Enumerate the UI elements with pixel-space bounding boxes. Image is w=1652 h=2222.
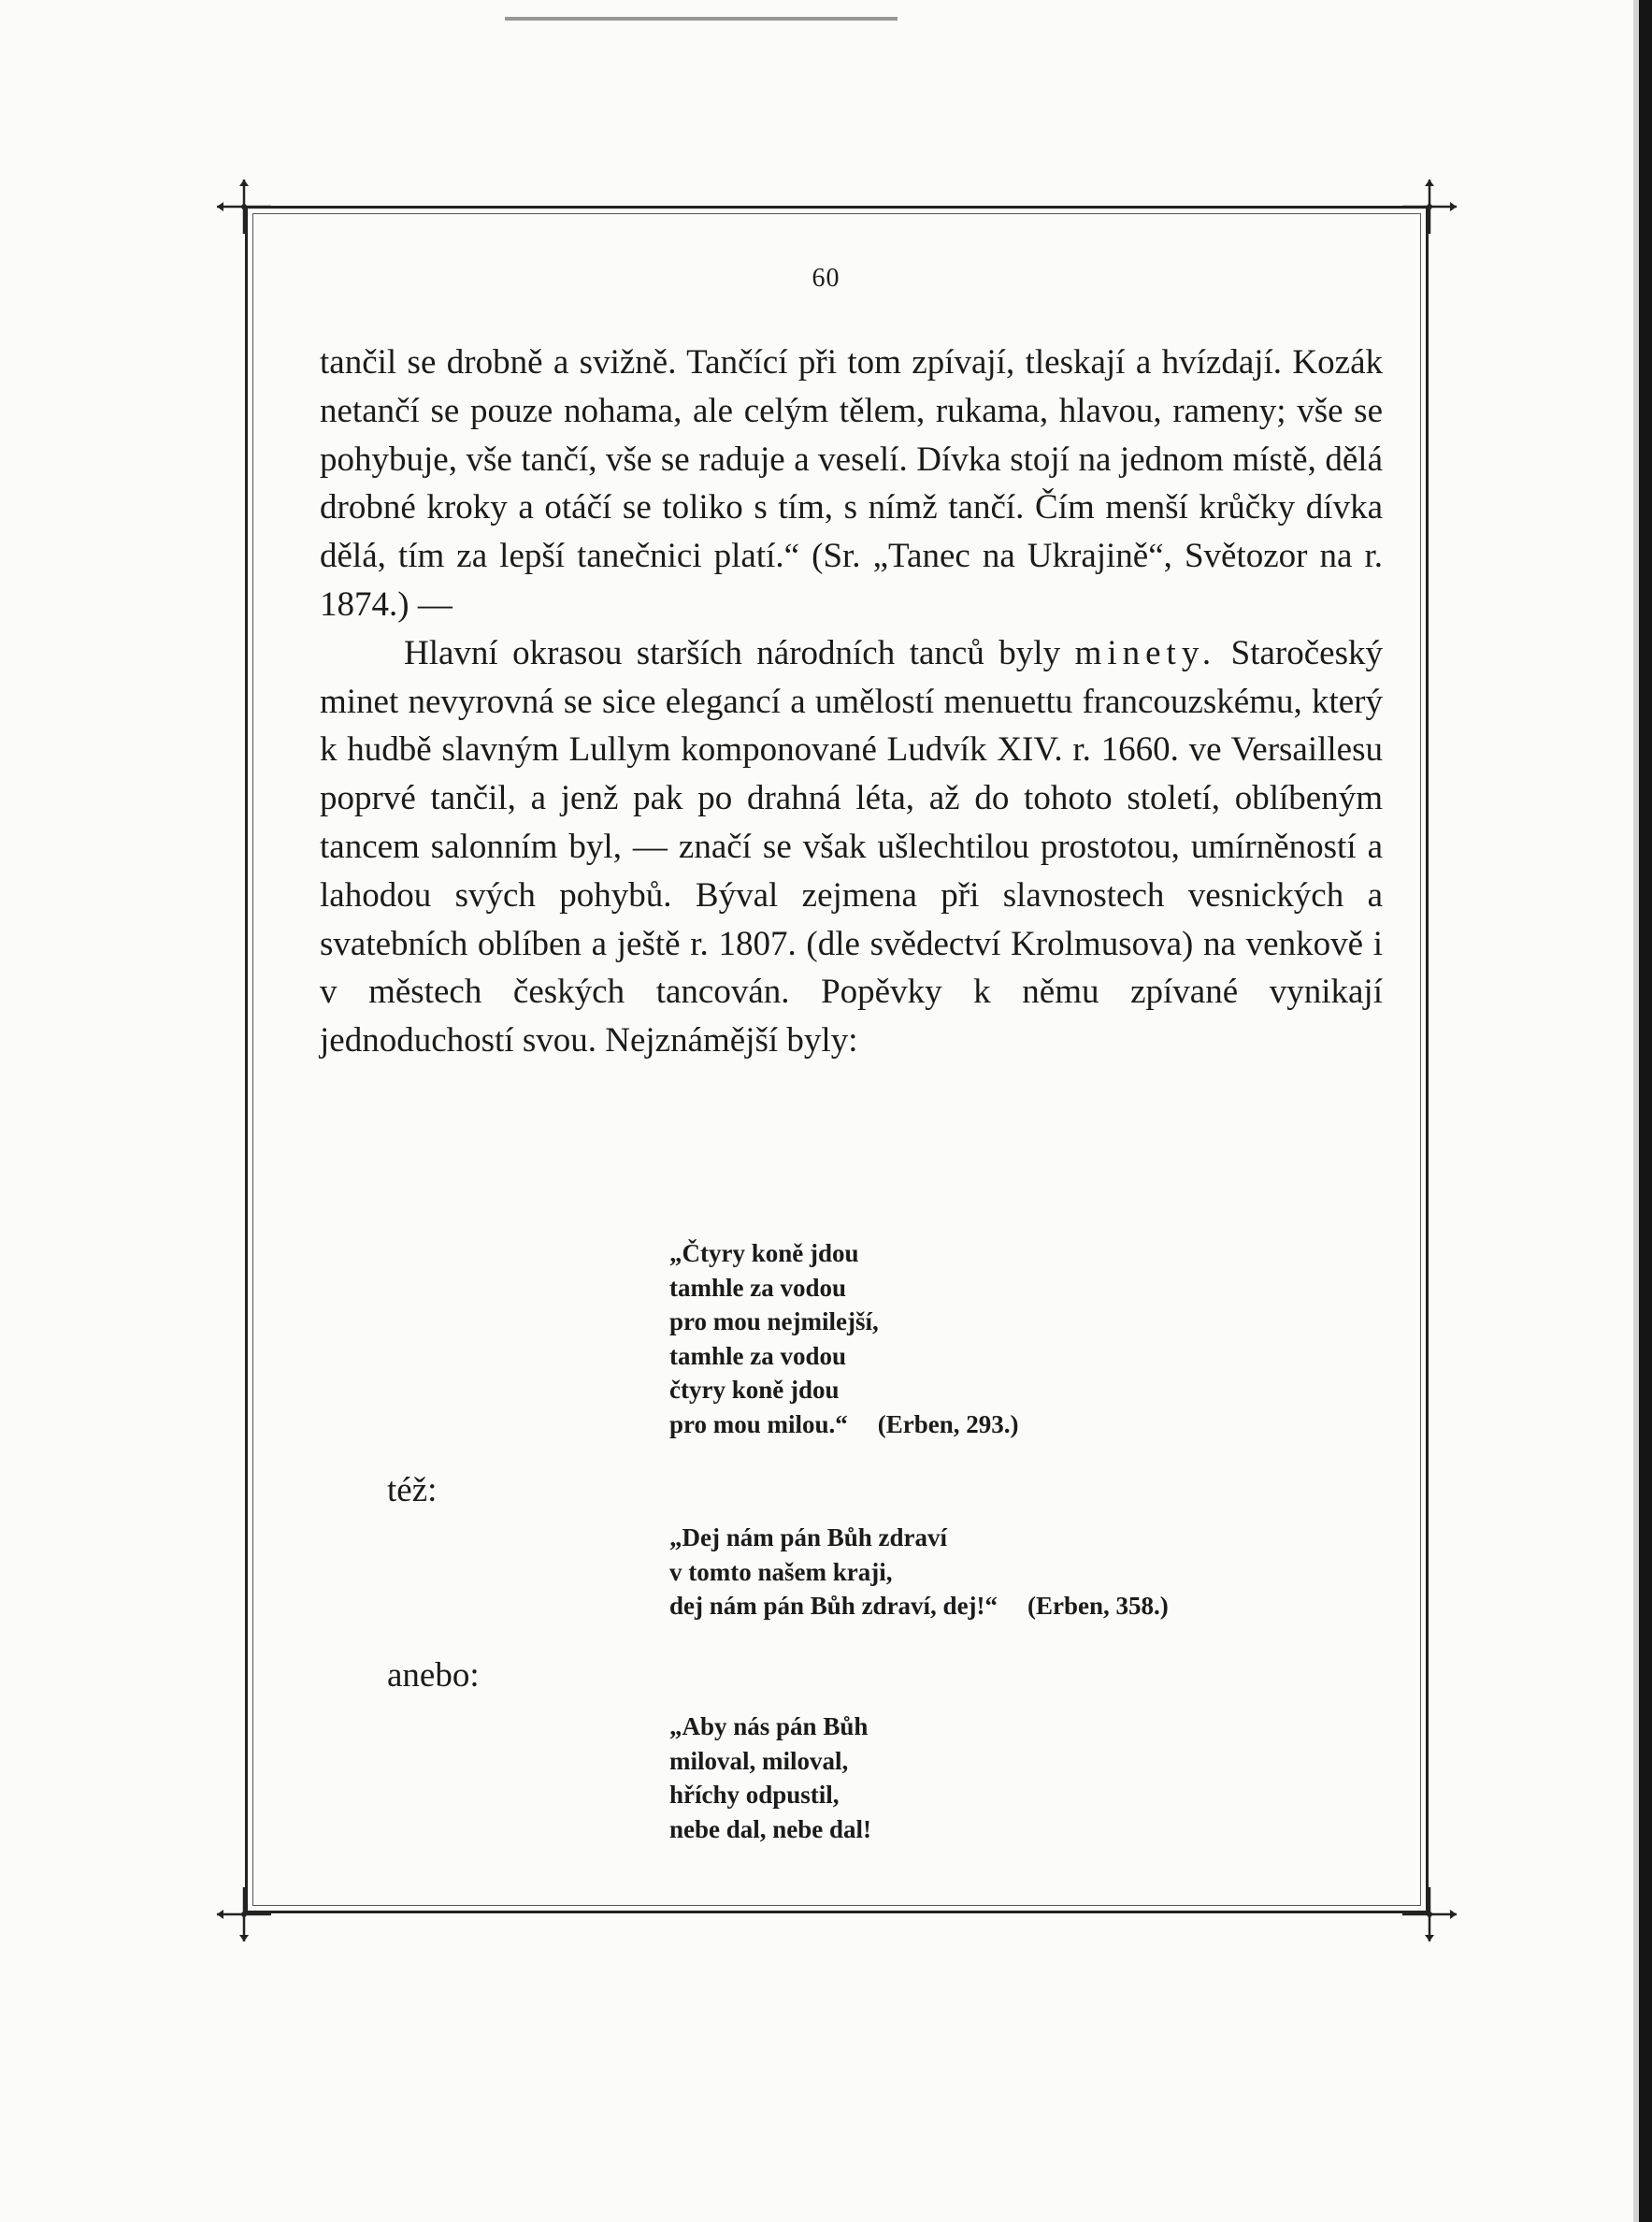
song-line-last [669,1407,1019,1442]
emphasis-minety: minety. [1074,633,1217,672]
paragraph-1: tančil se drobně a svižně. Tančící při tom zpívají, tleskají a hvízdají. Kozák netančí se pouze nohama, ale celým tělem, rukama, hlavou, rameny; vše se pohybuje, vše tančí, vše se raduje a veselí. Dívka stojí na jednom místě, dělá drobné kroky a otáčí se toliko s tím, s nímž tančí. Čím menší krůčky dívka dělá, tím za lepší tanečnici platí.“ (Sr. „Tanec na Ukrajině“, Světozor na r. 1874.) — [320,343,1383,624]
corner-ornament-icon [1397,174,1462,239]
song-line: miloval, miloval, [669,1746,849,1775]
citation: (Erben, 293.) [877,1409,1019,1438]
paragraph-2-after: Staročeský minet nevyrovná se sice elegancí a umělostí menuettu francouzskému, který k hudbě slavným Lullym komponované Ludvík XIV. r. 1660. ve Versaillesu poprvé tančil, a jenž pak po drahná léta, až do tohoto století, oblíbeným tancem salonním byl, — značí se však ušlechtilou prostotou, umírněností a lahodou svých pohybů. Býval zejmena při slavnostech vesnických a svatebních oblíben a ještě r. 1807. (dle svědectví Krolmusova) na venkově i v městech českých tancován. Popěvky k němu zpívané vynikají jednoduchostí svou. Nejznámější byly: [320,633,1383,1060]
scan-edge-top [505,17,898,21]
song-line: pro mou nejmilejší, [669,1307,879,1335]
scan-edge-right [1639,0,1652,2222]
paragraph-2-before: Hlavní okrasou starších národních tanců byly [404,633,1075,672]
song-line: „Dej nám pán Bůh zdraví [669,1523,948,1551]
song-3 [669,1710,871,1846]
page-number: 60 [812,264,840,293]
song-line: tamhle za vodou [669,1273,846,1302]
corner-ornament-icon [211,174,277,239]
song-line: hříchy odpustil, [669,1781,840,1809]
song-line: v tomto našem kraji, [669,1557,893,1586]
corner-ornament-icon [1397,1882,1462,1947]
song-line-last [669,1589,1169,1623]
label-tez: též: [387,1471,438,1509]
label-anebo: anebo: [387,1656,480,1695]
song-line: pro mou milou.“ [669,1409,848,1438]
song-line: čtyry koně jdou [669,1376,840,1404]
paragraph-2 [320,629,1383,1065]
corner-ornament-icon [211,1882,277,1947]
song-line: nebe dal, nebe dal! [669,1814,872,1843]
song-line: tamhle za vodou [669,1341,846,1370]
body-text [320,339,1383,1065]
song-line: „Čtyry koně jdou [669,1239,859,1267]
song-2 [669,1521,1169,1623]
song-line: dej nám pán Bůh zdraví, dej!“ [669,1592,998,1620]
song-line: „Aby nás pán Bůh [669,1712,869,1740]
song-1 [669,1236,1019,1441]
citation: (Erben, 358.) [1027,1592,1169,1620]
